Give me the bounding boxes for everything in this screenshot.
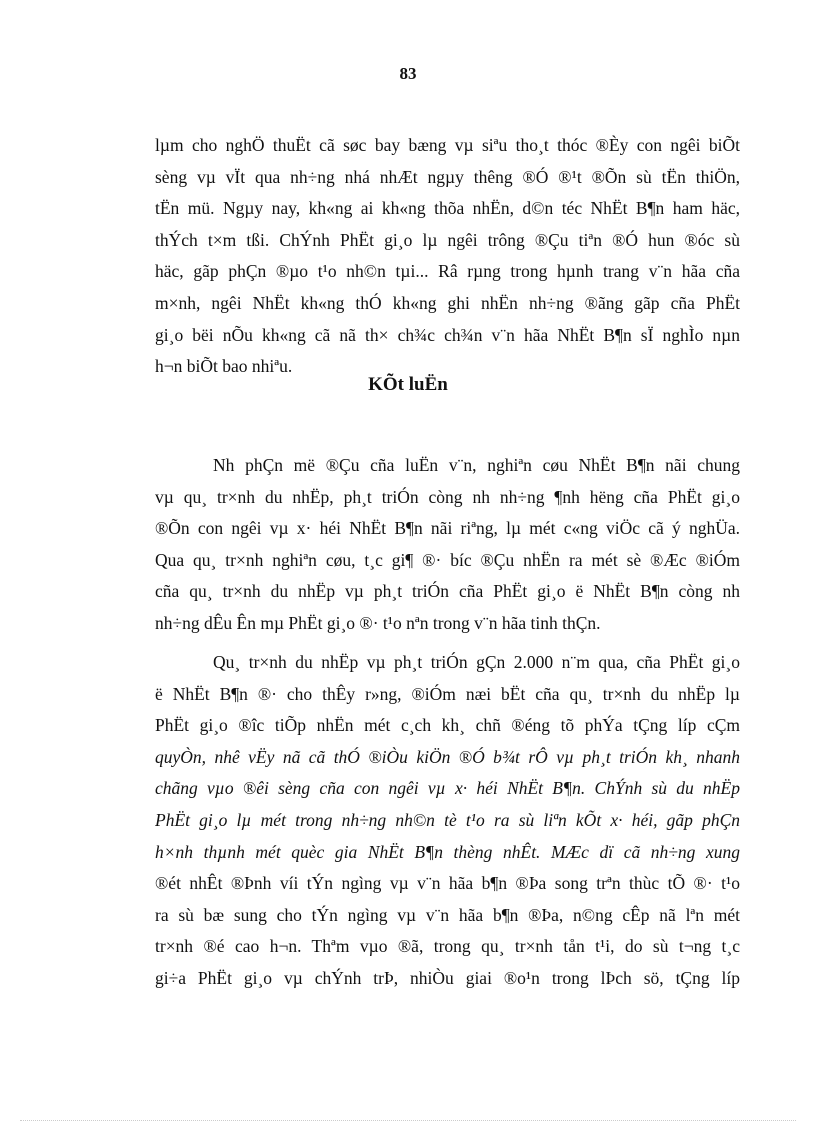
paragraph-line: h¬n biÕt bao nhiªu. xyxy=(155,356,293,377)
paragraph-line: gi¸o bëi nÕu kh«ng cã nã th× ch¾c ch¾n v¨n hãa NhËt B¶n sÏ nghÌo nµn xyxy=(155,324,740,345)
section-heading: KÕt luËn xyxy=(368,374,448,395)
paragraph-line: sèng vµ vÏt qua nh÷ng nhá nhÆt ngµy thêng ®Ó ®¹t ®Õn sù tËn thiÖn, xyxy=(155,166,740,187)
paragraph-line: tr×nh ®é cao h¬n. Thªm vµo ®ã, trong qu¸ tr×nh tån t¹i, do sù t¬ng t¸c xyxy=(155,936,740,957)
paragraph-line: Qu¸ tr×nh du nhËp vµ ph¸t triÓn gÇn 2.000 n¨m qua, cña PhËt gi¸o xyxy=(213,652,740,672)
paragraph-line: ë NhËt B¶n ®· cho thÊy r»ng, ®iÓm næi bËt cña qu¸ tr×nh du nhËp lµ xyxy=(155,683,740,704)
paragraph-line: thÝch t×m tßi. ChÝnh PhËt gi¸o lµ ngêi trông ®Çu tiªn ®Ó hun ®óc sù xyxy=(155,229,740,250)
paragraph-line: chãng vµo ®êi sèng cña con ngêi vµ x· héi NhËt B¶n. ChÝnh sù du nhËp xyxy=(155,778,740,799)
page-bottom-divider xyxy=(20,1120,796,1121)
paragraph-line: cña qu¸ tr×nh du nhËp vµ ph¸t triÓn cña PhËt gi¸o ë NhËt B¶n còng nh xyxy=(155,581,740,602)
paragraph-line: Qua qu¸ tr×nh nghiªn cøu, t¸c gi¶ ®· bíc ®Çu nhËn ra mét sè ®Æc ®iÓm xyxy=(155,549,740,570)
paragraph-line: ra sù bæ sung cho tÝn ngìng vµ v¨n hãa b¶n ®Þa, n©ng cÊp nã lªn mét xyxy=(155,904,740,925)
paragraph-line: PhËt gi¸o lµ mét trong nh÷ng nh©n tè t¹o ra sù liªn kÕt x· héi, gãp phÇn xyxy=(155,809,740,830)
paragraph-line: quyÒn, nhê vËy nã cã thÓ ®iÒu kiÖn ®Ó b¾t rÔ vµ ph¸t triÓn kh¸ nhanh xyxy=(155,746,740,767)
paragraph-line: nh÷ng dÊu Ên mµ PhËt gi¸o ®· t¹o nªn trong v¨n hãa tinh thÇn. xyxy=(155,612,601,633)
paragraph-line: m×nh, ngêi NhËt kh«ng thÓ kh«ng ghi nhËn nh÷ng ®ãng gãp cña PhËt xyxy=(155,292,740,313)
paragraph-line: gi÷a PhËt gi¸o vµ chÝnh trÞ, nhiÒu giai ®o¹n trong lÞch sö, tÇng líp xyxy=(155,967,740,988)
paragraph-line: PhËt gi¸o ®îc tiÕp nhËn mét c¸ch kh¸ chñ ®éng tõ phÝa tÇng líp cÇm xyxy=(155,715,740,736)
paragraph-1 xyxy=(155,130,740,383)
paragraph-line: ®Õn con ngêi vµ x· héi NhËt B¶n nãi riªng, lµ mét c«ng viÖc cã ý nghÜa. xyxy=(155,518,740,539)
paragraph-line: tËn mü. Ngµy nay, kh«ng ai kh«ng thõa nhËn, d©n téc NhËt B¶n ham häc, xyxy=(155,198,740,219)
paragraph-line: h×nh thµnh mét quèc gia NhËt B¶n thèng nhÊt. MÆc dï cã nh÷ng xung xyxy=(155,841,740,862)
paragraph-2 xyxy=(155,450,740,640)
paragraph-line: häc, gãp phÇn ®µo t¹o nh©n tµi... Râ rµng trong hµnh trang v¨n hãa cña xyxy=(155,261,740,282)
paragraph-line: vµ qu¸ tr×nh du nhËp, ph¸t triÓn còng nh nh÷ng ¶nh hëng cña PhËt gi¸o xyxy=(155,486,740,507)
paragraph-line: lµm cho nghÖ thuËt cã søc bay bæng vµ siªu tho¸t thóc ®Èy con ngêi biÕt xyxy=(155,135,740,155)
paragraph-3 xyxy=(155,647,740,995)
page-number: 83 xyxy=(399,64,417,83)
paragraph-line: ®ét nhÊt ®Þnh víi tÝn ngìng vµ v¨n hãa b¶n ®Þa song trªn thùc tÕ ®· t¹o xyxy=(155,873,740,894)
paragraph-line: Nh phÇn më ®Çu cña luËn v¨n, nghiªn cøu NhËt B¶n nãi chung xyxy=(213,455,740,475)
